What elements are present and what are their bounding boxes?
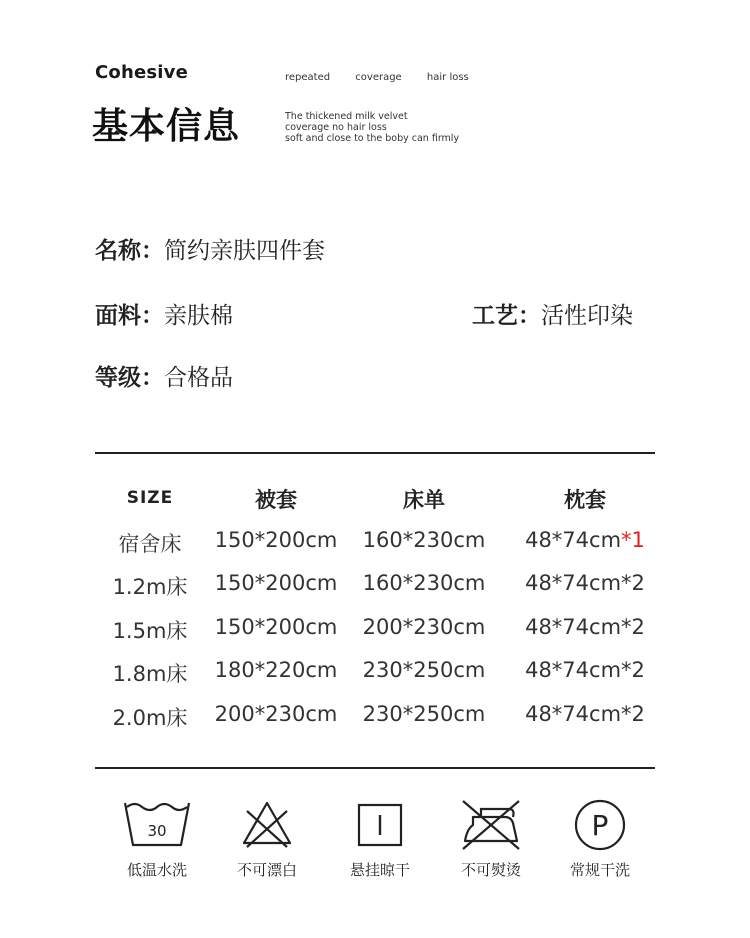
table-row (95, 571, 655, 615)
info-value: 亲肤棉 (164, 303, 233, 329)
info-craft (472, 297, 633, 330)
description-line: soft and close to the boby can firmly (285, 133, 460, 144)
care-label: 不可漂白 (236, 861, 297, 879)
info-value: 简约亲肤四件套 (164, 238, 325, 264)
info-fabric (95, 297, 233, 330)
column-header-sheet: 床单 (403, 488, 445, 512)
dry-clean-symbol: P (591, 809, 609, 842)
care-label: 低温水洗 (126, 861, 187, 879)
duvet-cell: 180*220cm (214, 658, 338, 682)
brand-name: Cohesive (95, 62, 189, 83)
page-title: 基本信息 (92, 106, 241, 147)
info-name (95, 232, 325, 265)
no-iron-icon (459, 797, 523, 851)
size-cell: 1.2m床 (112, 575, 188, 599)
pillow-cell (525, 615, 645, 639)
info-label: 等级： (95, 365, 164, 391)
feature-tags (285, 72, 491, 83)
pillow-cell (525, 528, 645, 552)
info-grade (95, 359, 233, 392)
care-label: 不可熨烫 (460, 861, 521, 879)
feature-tag: repeated (285, 72, 331, 83)
info-label: 面料： (95, 303, 164, 329)
pillow-quantity: *2 (621, 614, 645, 639)
duvet-cell: 150*200cm (214, 571, 338, 595)
pillow-size: 48*74cm (525, 658, 622, 682)
pillow-cell (525, 702, 645, 726)
sheet-cell: 200*230cm (362, 614, 486, 639)
size-cell: 1.8m床 (112, 662, 188, 686)
pillow-cell (525, 571, 645, 595)
care-iron (446, 797, 536, 880)
pillow-quantity: *2 (621, 571, 645, 595)
sheet-cell: 160*230cm (362, 527, 486, 552)
table-row (95, 658, 655, 702)
pillow-size: 48*74cm (525, 614, 622, 639)
duvet-cell: 150*200cm (214, 614, 338, 639)
info-label: 名称： (95, 238, 164, 264)
description-line: coverage no hair loss (285, 122, 387, 133)
feature-tag: hair loss (426, 72, 469, 83)
care-label: 常规干洗 (569, 861, 630, 879)
sheet-cell: 160*230cm (362, 571, 486, 595)
pillow-quantity: *2 (621, 658, 645, 682)
column-header-duvet: 被套 (255, 488, 297, 512)
pillow-size: 48*74cm (525, 701, 622, 726)
table-row (95, 528, 655, 572)
divider-bottom (95, 767, 655, 769)
info-value: 活性印染 (541, 303, 633, 329)
pillow-cell (525, 658, 645, 682)
info-label: 工艺： (472, 303, 541, 329)
care-hang (335, 797, 425, 880)
duvet-cell: 200*230cm (214, 701, 338, 726)
duvet-cell: 150*200cm (214, 527, 338, 552)
wash-30-icon (123, 797, 191, 851)
dry-clean-icon (570, 797, 630, 851)
table-row (95, 615, 655, 659)
divider-top (95, 452, 655, 454)
pillow-quantity: *2 (621, 701, 645, 726)
column-header-size: SIZE (126, 488, 174, 508)
table-row (95, 702, 655, 746)
description-line: The thickened milk velvet (285, 111, 408, 122)
no-bleach-icon (237, 797, 297, 851)
care-dry-clean (555, 797, 645, 880)
care-bleach (222, 797, 312, 880)
size-cell: 宿舍床 (118, 531, 182, 556)
sheet-cell: 230*250cm (362, 658, 486, 682)
wash-temperature: 30 (147, 822, 167, 840)
pillow-quantity-highlight: *1 (621, 527, 645, 552)
table-header-row (95, 484, 655, 528)
size-cell: 2.0m床 (112, 705, 188, 730)
product-description (285, 111, 459, 144)
feature-tag: coverage (355, 72, 402, 83)
pillow-size: 48*74cm (525, 527, 622, 552)
size-table (95, 484, 655, 745)
hang-dry-icon (350, 797, 410, 851)
sheet-cell: 230*250cm (362, 701, 486, 726)
info-value: 合格品 (164, 365, 233, 391)
pillow-size: 48*74cm (525, 571, 622, 595)
column-header-pillow: 枕套 (564, 488, 606, 512)
size-cell: 1.5m床 (112, 618, 188, 643)
care-label: 悬挂晾干 (349, 861, 410, 879)
care-wash (112, 797, 202, 880)
